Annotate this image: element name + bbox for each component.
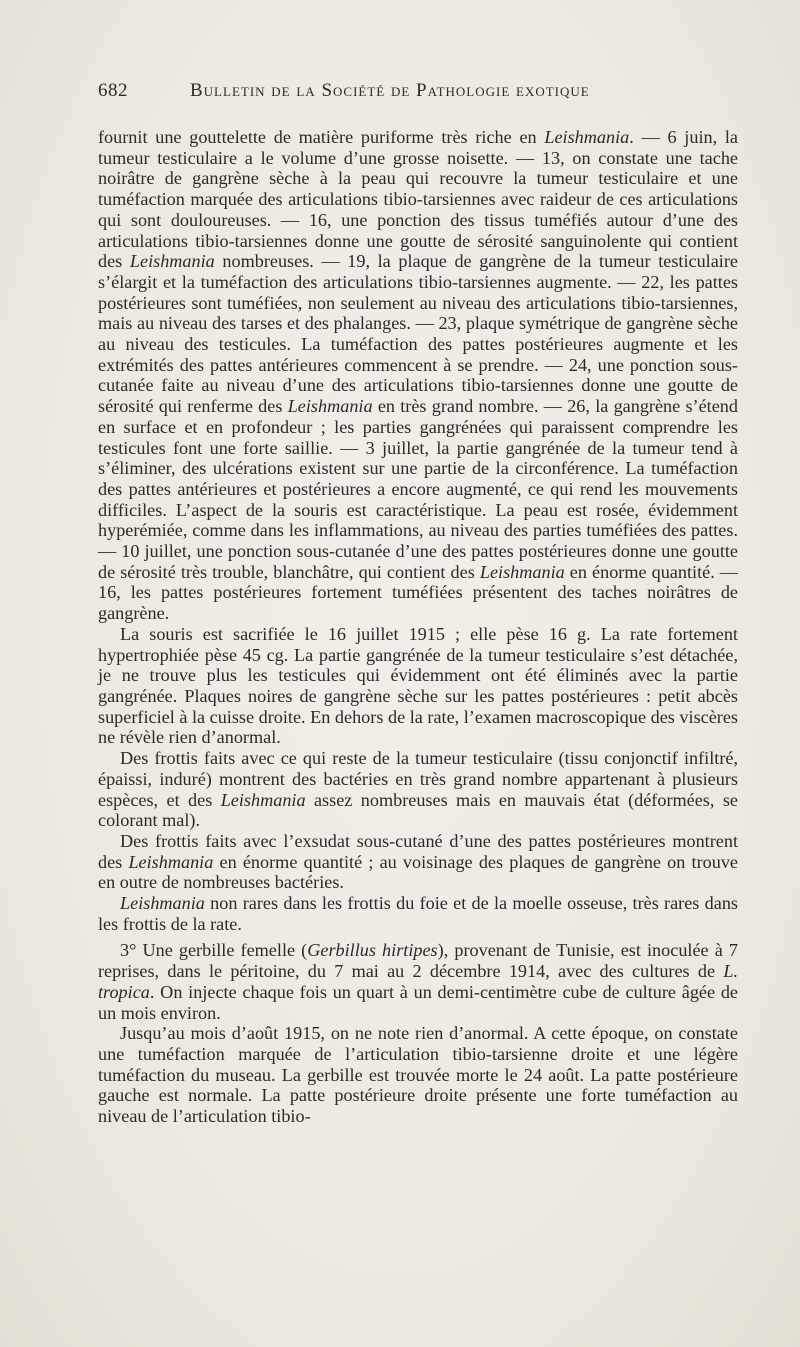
italic-term: L. tropica <box>98 961 738 1002</box>
text-run: nombreuses. — 19, la plaque de gangrène de la tumeur testiculaire s’élargit et la tuméfaction des articulations tibio-tarsiennes augmente. — 22, les pattes postérieures sont tuméfiées, non seulement au niveau des articulations tibio-tarsiennes, mais au niveau des tarses et des phalanges. — 23, plaque symétrique de gangrène sèche au niveau des testicules. La tuméfaction des pattes postérieures augmente et les extrémités des pattes antérieures commencent à se prendre. — 24, une ponction sous-cutanée faite au niveau d’une des articulations tibio-tarsiennes donne une goutte de sérosité qui renferme des <box>98 251 738 417</box>
running-title: Bulletin de la Société de Pathologie exotique <box>190 80 590 101</box>
text-run: La souris est sacrifiée le 16 juillet 1915 ; elle pèse 16 g. La rate fortement hypertrophiée pèse 45 cg. La partie gangrénée de la tumeur testiculaire s’est détachée, je ne trouve plus les testicules qui évidemment ont été éliminés avec la partie gangrénée. Plaques noires de gangrène sèche sur les pattes postérieures : petit abcès superficiel à la cuisse droite. En dehors de la rate, l’examen macroscopique des viscères ne révèle rien d’anormal. <box>98 623 738 748</box>
text-run: ), provenant de Tunisie, est inoculée à 7 reprises, dans le péritoine, du 7 mai au 2 décembre 1914, avec des cultures de <box>98 940 738 982</box>
paragraph <box>98 127 738 624</box>
paragraph <box>98 893 738 934</box>
text-run: . On injecte chaque fois un quart à un demi-centimètre cube de culture âgée de un mois environ. <box>98 981 738 1023</box>
italic-term: Leishmania <box>287 396 373 417</box>
paragraph <box>98 1023 738 1127</box>
italic-term: Leishmania <box>129 251 215 272</box>
italic-term: Leishmania <box>479 561 565 582</box>
body-text <box>98 127 738 1127</box>
text-run: assez nombreuses mais en mauvais état (déformées, se colorant mal). <box>98 789 738 831</box>
paragraph <box>98 831 738 893</box>
text-run: en énorme quantité ; au voisinage des plaques de gangrène on trouve en outre de nombreuses bactéries. <box>98 851 738 893</box>
italic-term: Leishmania <box>120 893 205 914</box>
text-run: 3° Une gerbille femelle ( <box>120 940 308 961</box>
running-header <box>98 80 738 108</box>
text-run: . — 6 juin, la tumeur testiculaire a le volume d’une grosse noisette. — 13, on constate une tache noirâtre de gangrène sèche à la peau qui recouvre la tumeur testiculaire et une tuméfaction marquée des articulations tibio-tarsiennes avec raideur de ces articulations qui sont douloureuses. — 16, une ponction des tissus tuméfiés autour d’une des articulations tibio-tarsiennes donne une goutte de sérosité sanguinolente qui contient des <box>98 127 738 272</box>
paragraph <box>98 940 738 1023</box>
paragraph <box>98 624 738 748</box>
paragraph <box>98 748 738 831</box>
italic-term: Leishmania <box>544 127 630 147</box>
text-run: Jusqu’au mois d’août 1915, on ne note rien d’anormal. A cette époque, on constate une tuméfaction marquée de l’articulation tibio-tarsienne droite et une légère tuméfaction du museau. La gerbille est trouvée morte le 24 août. La patte postérieure gauche est normale. La patte postérieure droite présente une forte tuméfaction au niveau de l’articulation tibio- <box>98 1023 738 1127</box>
text-run: en très grand nombre. — 26, la gangrène s’étend en surface et en profondeur ; les parties gangrénées qui paraissent comprendre les testicules font une forte saillie. — 3 juillet, la partie gangrénée de la tumeur tend à s’éliminer, des ulcérations existent sur une partie de la circonférence. La tuméfaction des pattes antérieures et postérieures a encore augmenté, ce qui rend les mouvements difficiles. L’aspect de la souris est caractéristique. La peau est rosée, évidemment hyperémiée, comme dans les inflammations, au niveau des parties tuméfiées des pattes. — 10 juillet, une ponction sous-cutanée d’une des pattes postérieures donne une goutte de sérosité très trouble, blanchâtre, qui contient des <box>98 396 738 582</box>
text-run: fournit une gouttelette de matière puriforme très riche en <box>98 127 545 147</box>
italic-term: Leishmania <box>220 789 306 810</box>
text-run: Des frottis faits avec l’exsudat sous-cutané d’une des pattes postérieures montrent des <box>98 830 738 872</box>
page-number: 682 <box>98 80 128 101</box>
italic-term: Leishmania <box>128 851 214 872</box>
text-run: en énorme quantité. — 16, les pattes postérieures fortement tuméfiées présentent des taches noirâtres de gangrène. <box>98 561 738 624</box>
text-run: Des frottis faits avec ce qui reste de la tumeur testiculaire (tissu conjonctif infiltré, épaissi, induré) montrent des bactéries en très grand nombre appartenant à plusieurs espèces, et des <box>98 748 738 810</box>
text-run: non rares dans les frottis du foie et de la moelle osseuse, très rares dans les frottis de la rate. <box>98 893 738 934</box>
italic-term: Gerbillus hirtipes <box>307 940 438 961</box>
